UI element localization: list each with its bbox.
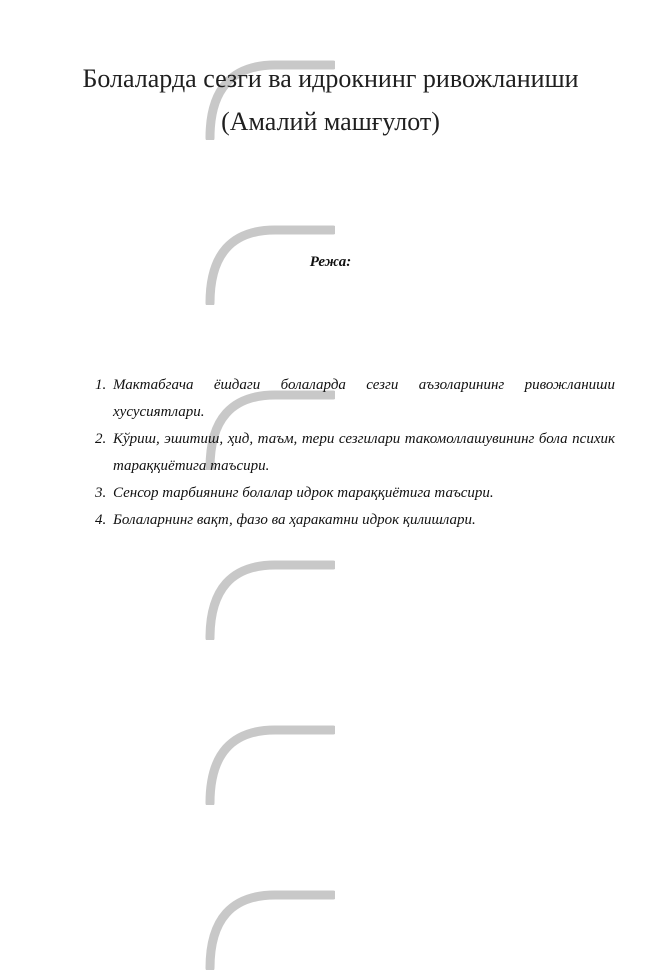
watermark-arc-icon xyxy=(205,560,335,640)
plan-item-4 xyxy=(95,507,615,534)
plan-item-1 xyxy=(95,372,615,426)
plan-item-number: 1. xyxy=(95,377,107,393)
plan-item-text: Мактабгача ёшдаги болаларда сезги аъзоларининг ривожланиши хусусиятлари. xyxy=(113,377,615,420)
plan-item-text: Сенсор тарбиянинг болалар идрок тараққиётига таъсири. xyxy=(113,485,494,501)
document-subtitle: (Амалий машғулот) xyxy=(221,107,440,136)
plan-item-number: 2. xyxy=(95,431,107,447)
document-title: Болаларда сезги ва идрокнинг ривожланиши xyxy=(82,64,579,93)
plan-heading: Режа: xyxy=(309,254,352,270)
plan-item-2 xyxy=(95,426,615,480)
watermark-arc-icon xyxy=(205,725,335,805)
plan-item-text: Кўриш, эшитиш, ҳид, таъм, тери сезгилари такомоллашувининг бола психик тараққиётига таъсири. xyxy=(113,431,615,474)
plan-item-number: 4. xyxy=(95,512,107,528)
plan-item-3 xyxy=(95,480,615,507)
watermark-arc-icon xyxy=(205,890,335,970)
plan-list xyxy=(95,372,615,534)
plan-item-number: 3. xyxy=(95,485,107,501)
plan-item-text: Болаларнинг вақт, фазо ва ҳаракатни идрок қилишлари. xyxy=(113,512,476,528)
